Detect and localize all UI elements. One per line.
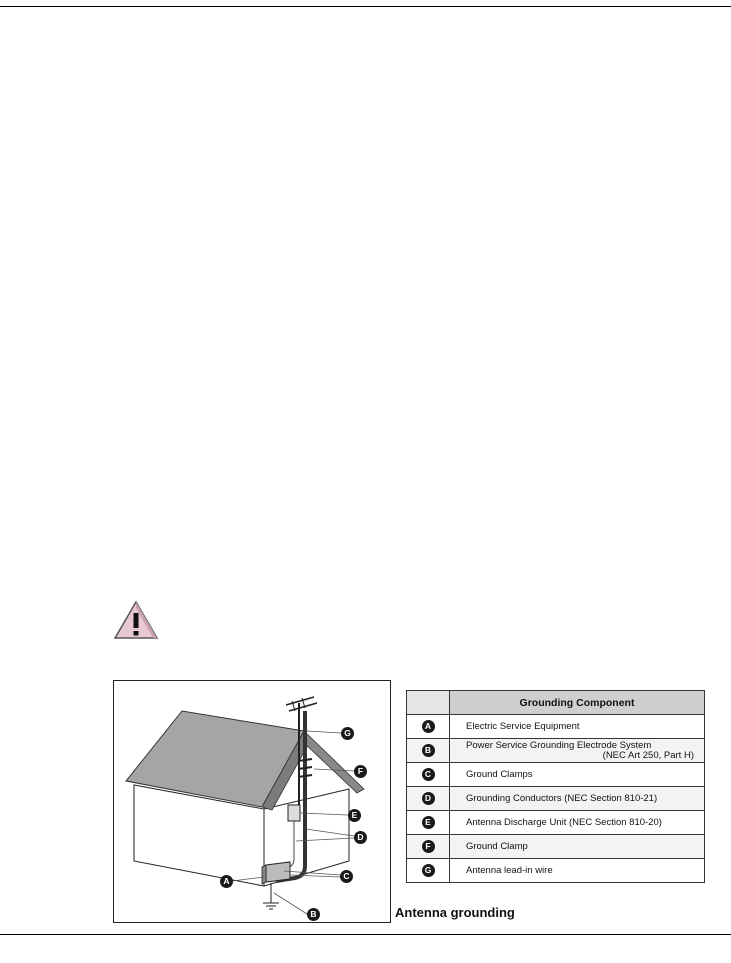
row-name: Ground Clamps	[450, 763, 705, 787]
row-badge: F	[422, 840, 435, 853]
row-name: Grounding Conductors (NEC Section 810-21)	[450, 787, 705, 811]
row-badge: C	[422, 768, 435, 781]
table-row	[407, 859, 705, 883]
table-header: Grounding Component	[450, 691, 705, 715]
antenna-grounding-figure	[113, 680, 391, 923]
table-header-blank	[407, 691, 450, 715]
table-row	[407, 763, 705, 787]
bottom-rule	[0, 934, 731, 935]
row-subtext: (NEC Art 250, Part H)	[602, 749, 694, 761]
row-badge: A	[422, 720, 435, 733]
grounding-component-table	[406, 690, 705, 883]
row-badge: E	[422, 816, 435, 829]
top-rule	[0, 6, 731, 7]
house-diagram	[114, 681, 392, 924]
table-row	[407, 739, 705, 763]
row-badge: B	[422, 744, 435, 757]
table-row	[407, 811, 705, 835]
row-badge: D	[422, 792, 435, 805]
table-row	[407, 787, 705, 811]
callout-b: B	[307, 908, 320, 921]
callout-a: A	[220, 875, 233, 888]
table-header-row	[407, 691, 705, 715]
callout-g: G	[341, 727, 354, 740]
row-name: Electric Service Equipment	[450, 715, 705, 739]
callout-e: E	[348, 809, 361, 822]
table-row	[407, 715, 705, 739]
callout-c: C	[340, 870, 353, 883]
callout-d: D	[354, 831, 367, 844]
figure-caption: Antenna grounding	[395, 905, 515, 920]
row-name: Antenna Discharge Unit (NEC Section 810-20)	[450, 811, 705, 835]
callout-f: F	[354, 765, 367, 778]
row-badge: G	[422, 864, 435, 877]
row-name: Antenna lead-in wire	[450, 859, 705, 883]
row-name: Power Service Grounding Electrode System	[466, 739, 652, 751]
row-name: Ground Clamp	[450, 835, 705, 859]
warning-icon	[113, 600, 159, 640]
table-row	[407, 835, 705, 859]
